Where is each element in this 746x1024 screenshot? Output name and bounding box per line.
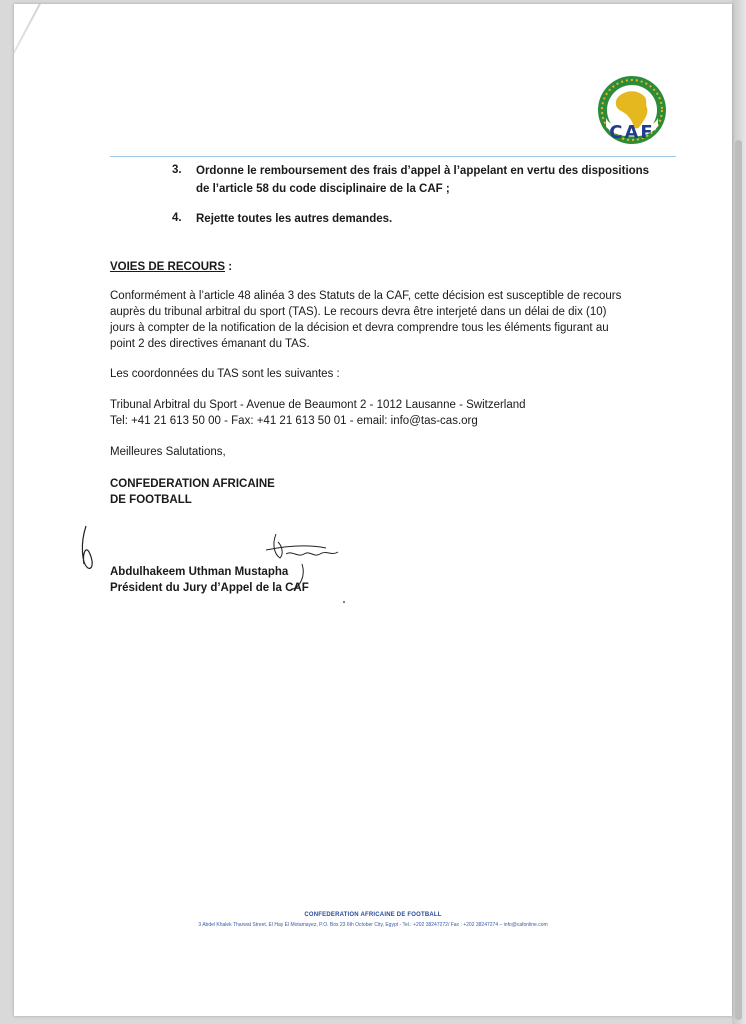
page-fold-line	[14, 4, 46, 127]
org-name-line: DE FOOTBALL	[110, 494, 192, 506]
tas-address: Tribunal Arbitral du Sport - Avenue de Beaumont 2 - 1012 Lausanne - Switzerland	[110, 399, 526, 411]
section-heading	[110, 259, 232, 275]
paragraph-line: jours à compter de la notification de la décision et devra comprendre tous les éléments figurant au	[110, 322, 609, 334]
section-heading-suffix: :	[225, 261, 233, 273]
footer-title: CONFEDERATION AFRICAINE DE FOOTBALL	[304, 912, 442, 918]
org-name-line: CONFEDERATION AFRICAINE	[110, 478, 275, 490]
decision-number: 3.	[172, 164, 182, 176]
decision-text-line: Rejette toutes les autres demandes.	[196, 213, 393, 225]
decision-text-line: de l’article 58 du code disciplinaire de la CAF ;	[196, 183, 450, 195]
footer-address: 3 Abdel Khalek Tharwat Street, El Hay El Motamayez, P.O. Box 23 6th October City, Egypt - Tel.: +202 38247272/ Fax : +202 38247274 – info@cafonline.com	[198, 922, 548, 928]
section-heading-title: VOIES DE RECOURS	[110, 261, 226, 273]
tas-contact: Tel: +41 21 613 50 00 - Fax: +41 21 613 50 01 - email: info@tas-cas.org	[110, 415, 478, 427]
signatory-name: Abdulhakeem Uthman Mustapha	[110, 566, 289, 578]
paragraph-line: Conformément à l’article 48 alinéa 3 des Statuts de la CAF, cette décision est susceptible de recours	[110, 290, 622, 302]
paragraph-line: auprès du tribunal arbitral du sport (TAS). Le recours devra être interjeté dans un délai de dix (10)	[110, 306, 607, 318]
caf-logo-text: CAF	[609, 122, 655, 143]
paragraph-line: point 2 des directives émanant du TAS.	[110, 338, 310, 350]
decision-number: 4.	[172, 212, 182, 224]
signatory-title: Président du Jury d’Appel de la CAF	[110, 582, 309, 594]
scrollbar[interactable]	[735, 140, 742, 1020]
salutation: Meilleures Salutations,	[110, 446, 226, 458]
coord-intro: Les coordonnées du TAS sont les suivantes :	[110, 368, 340, 380]
document-page	[14, 4, 732, 1016]
decision-text-line: Ordonne le remboursement des frais d’appel à l’appelant en vertu des dispositions	[196, 165, 650, 177]
header-divider	[110, 156, 676, 157]
